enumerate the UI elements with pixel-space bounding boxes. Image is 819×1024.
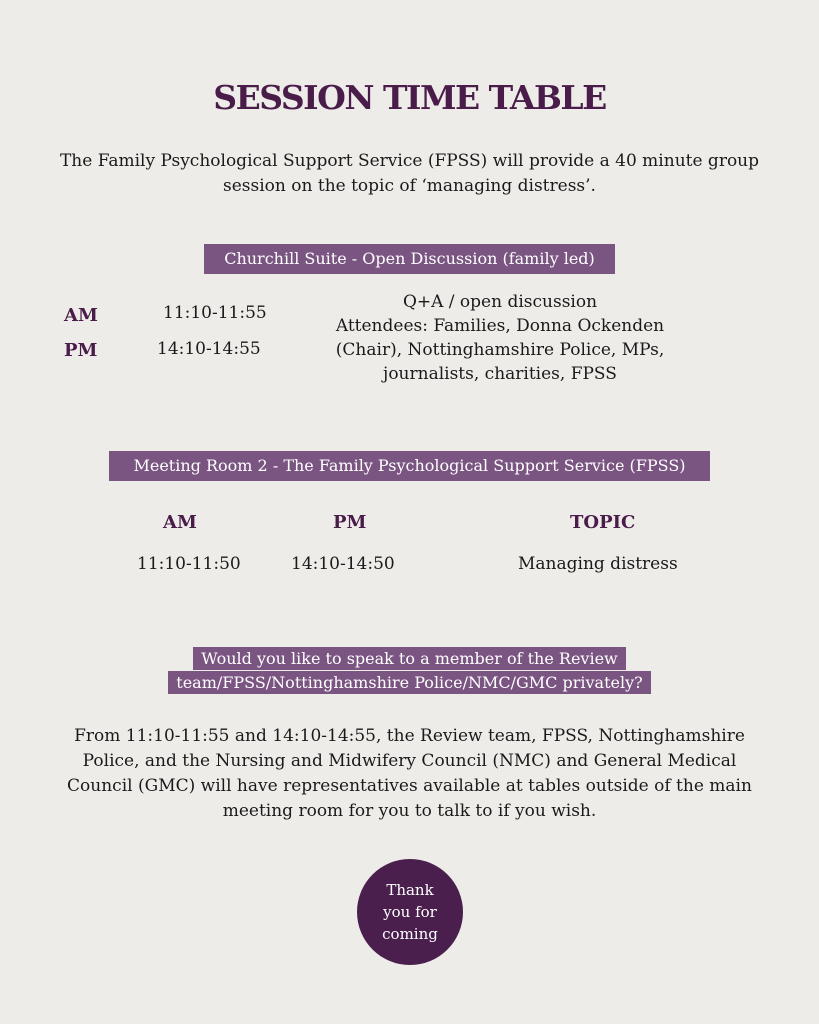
- churchill-pm-time: 14:10-14:55: [157, 339, 261, 359]
- private-paragraph: [30, 724, 789, 824]
- churchill-description: [300, 290, 700, 386]
- intro-line: session on the topic of ‘managing distress’.: [223, 176, 596, 196]
- meeting-topic: Managing distress: [518, 554, 678, 574]
- paragraph-line: From 11:10-11:55 and 14:10-14:55, the Review team, FPSS, Nottinghamshire: [74, 726, 745, 746]
- description-line: journalists, charities, FPSS: [383, 364, 617, 384]
- thank-you-line: you for: [383, 903, 437, 921]
- page-title: SESSION TIME TABLE: [213, 78, 606, 117]
- description-line: Attendees: Families, Donna Ockenden: [335, 316, 665, 336]
- intro-line: The Family Psychological Support Service (FPSS) will provide a 40 minute group: [59, 151, 760, 171]
- paragraph-line: Police, and the Nursing and Midwifery Council (NMC) and General Medical: [82, 751, 737, 771]
- private-banner-line: [0, 672, 819, 694]
- private-banner-text: team/FPSS/Nottinghamshire Police/NMC/GMC privately?: [168, 671, 650, 694]
- paragraph-line: meeting room for you to talk to if you wish.: [222, 801, 597, 821]
- intro-text: [30, 149, 789, 199]
- meeting-am-header: AM: [163, 512, 197, 533]
- churchill-pm-label: PM: [64, 340, 98, 361]
- thank-you-line: Thank: [386, 881, 434, 899]
- meeting-am-time: 11:10-11:50: [137, 554, 241, 574]
- churchill-suite-banner: Churchill Suite - Open Discussion (family led): [204, 244, 615, 274]
- meeting-topic-header: TOPIC: [570, 512, 636, 533]
- meeting-room-banner: Meeting Room 2 - The Family Psychological Support Service (FPSS): [109, 451, 710, 481]
- private-banner-text: Would you like to speak to a member of the Review: [193, 647, 625, 670]
- churchill-am-time: 11:10-11:55: [163, 303, 267, 323]
- meeting-pm-header: PM: [333, 512, 367, 533]
- description-line: (Chair), Nottinghamshire Police, MPs,: [335, 340, 665, 360]
- paragraph-line: Council (GMC) will have representatives available at tables outside of the main: [67, 776, 752, 796]
- thank-you-line: coming: [382, 925, 438, 943]
- meeting-pm-time: 14:10-14:50: [291, 554, 395, 574]
- churchill-am-label: AM: [64, 305, 98, 326]
- private-banner-line: [0, 648, 819, 670]
- thank-you-badge: [357, 859, 463, 965]
- description-line: Q+A / open discussion: [402, 292, 598, 312]
